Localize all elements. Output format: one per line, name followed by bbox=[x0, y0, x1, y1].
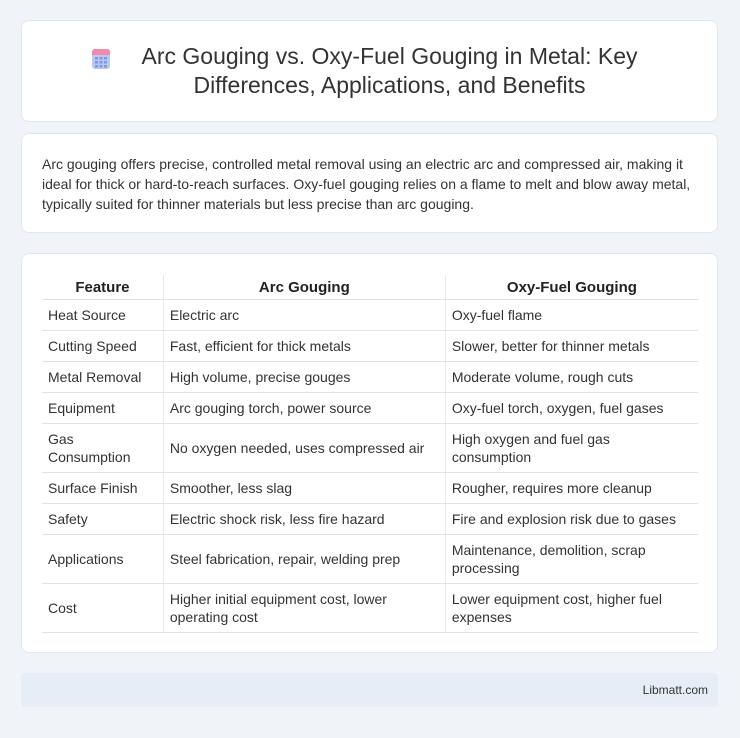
title-row bbox=[22, 42, 717, 100]
oxy-cell: Lower equipment cost, higher fuel expenses bbox=[445, 584, 698, 633]
feature-cell: Metal Removal bbox=[42, 362, 163, 393]
table-row bbox=[42, 362, 698, 393]
table-row bbox=[42, 473, 698, 504]
arc-cell: Electric arc bbox=[163, 300, 445, 331]
oxy-cell: Maintenance, demolition, scrap processing bbox=[445, 535, 698, 584]
arc-cell: Smoother, less slag bbox=[163, 473, 445, 504]
intro-text: Arc gouging offers precise, controlled metal removal using an electric arc and compressed air, making it ideal for thick or hard-to-reach surfaces. Oxy-fuel gouging relies on a flame to melt and blow away metal, typically suited for thinner materials but less precise than arc gouging. bbox=[42, 156, 691, 212]
table-row bbox=[42, 424, 698, 473]
title-card bbox=[21, 20, 718, 122]
oxy-cell: Moderate volume, rough cuts bbox=[445, 362, 698, 393]
table-row bbox=[42, 393, 698, 424]
feature-cell: Safety bbox=[42, 504, 163, 535]
table-row bbox=[42, 300, 698, 331]
footer bbox=[21, 673, 718, 707]
oxy-cell: Oxy-fuel torch, oxygen, fuel gases bbox=[445, 393, 698, 424]
feature-cell: Heat Source bbox=[42, 300, 163, 331]
arc-cell: Arc gouging torch, power source bbox=[163, 393, 445, 424]
table-header-row bbox=[42, 275, 698, 300]
oxy-cell: Slower, better for thinner metals bbox=[445, 331, 698, 362]
oxy-cell: Rougher, requires more cleanup bbox=[445, 473, 698, 504]
footer-site-link[interactable]: Libmatt.com bbox=[642, 683, 708, 697]
table-row bbox=[42, 584, 698, 633]
page-title: Arc Gouging vs. Oxy-Fuel Gouging in Metal: Key Differences, Applications, and Benefits bbox=[141, 43, 638, 98]
arc-cell: No oxygen needed, uses compressed air bbox=[163, 424, 445, 473]
comparison-card bbox=[21, 253, 718, 653]
header-feature: Feature bbox=[42, 275, 163, 300]
feature-cell: Applications bbox=[42, 535, 163, 584]
table-row bbox=[42, 331, 698, 362]
arc-cell: Higher initial equipment cost, lower operating cost bbox=[163, 584, 445, 633]
arc-cell: Fast, efficient for thick metals bbox=[163, 331, 445, 362]
intro-card bbox=[21, 133, 718, 233]
feature-cell: Cutting Speed bbox=[42, 331, 163, 362]
arc-cell: Electric shock risk, less fire hazard bbox=[163, 504, 445, 535]
table-row bbox=[42, 504, 698, 535]
oxy-cell: Oxy-fuel flame bbox=[445, 300, 698, 331]
calculator-icon bbox=[90, 48, 112, 70]
comparison-table bbox=[42, 275, 698, 633]
table-row bbox=[42, 535, 698, 584]
feature-cell: Cost bbox=[42, 584, 163, 633]
oxy-cell: High oxygen and fuel gas consumption bbox=[445, 424, 698, 473]
arc-cell: Steel fabrication, repair, welding prep bbox=[163, 535, 445, 584]
oxy-cell: Fire and explosion risk due to gases bbox=[445, 504, 698, 535]
header-arc-gouging: Arc Gouging bbox=[163, 275, 445, 300]
arc-cell: High volume, precise gouges bbox=[163, 362, 445, 393]
feature-cell: Gas Consumption bbox=[42, 424, 163, 473]
feature-cell: Equipment bbox=[42, 393, 163, 424]
header-oxy-fuel-gouging: Oxy-Fuel Gouging bbox=[445, 275, 698, 300]
feature-cell: Surface Finish bbox=[42, 473, 163, 504]
